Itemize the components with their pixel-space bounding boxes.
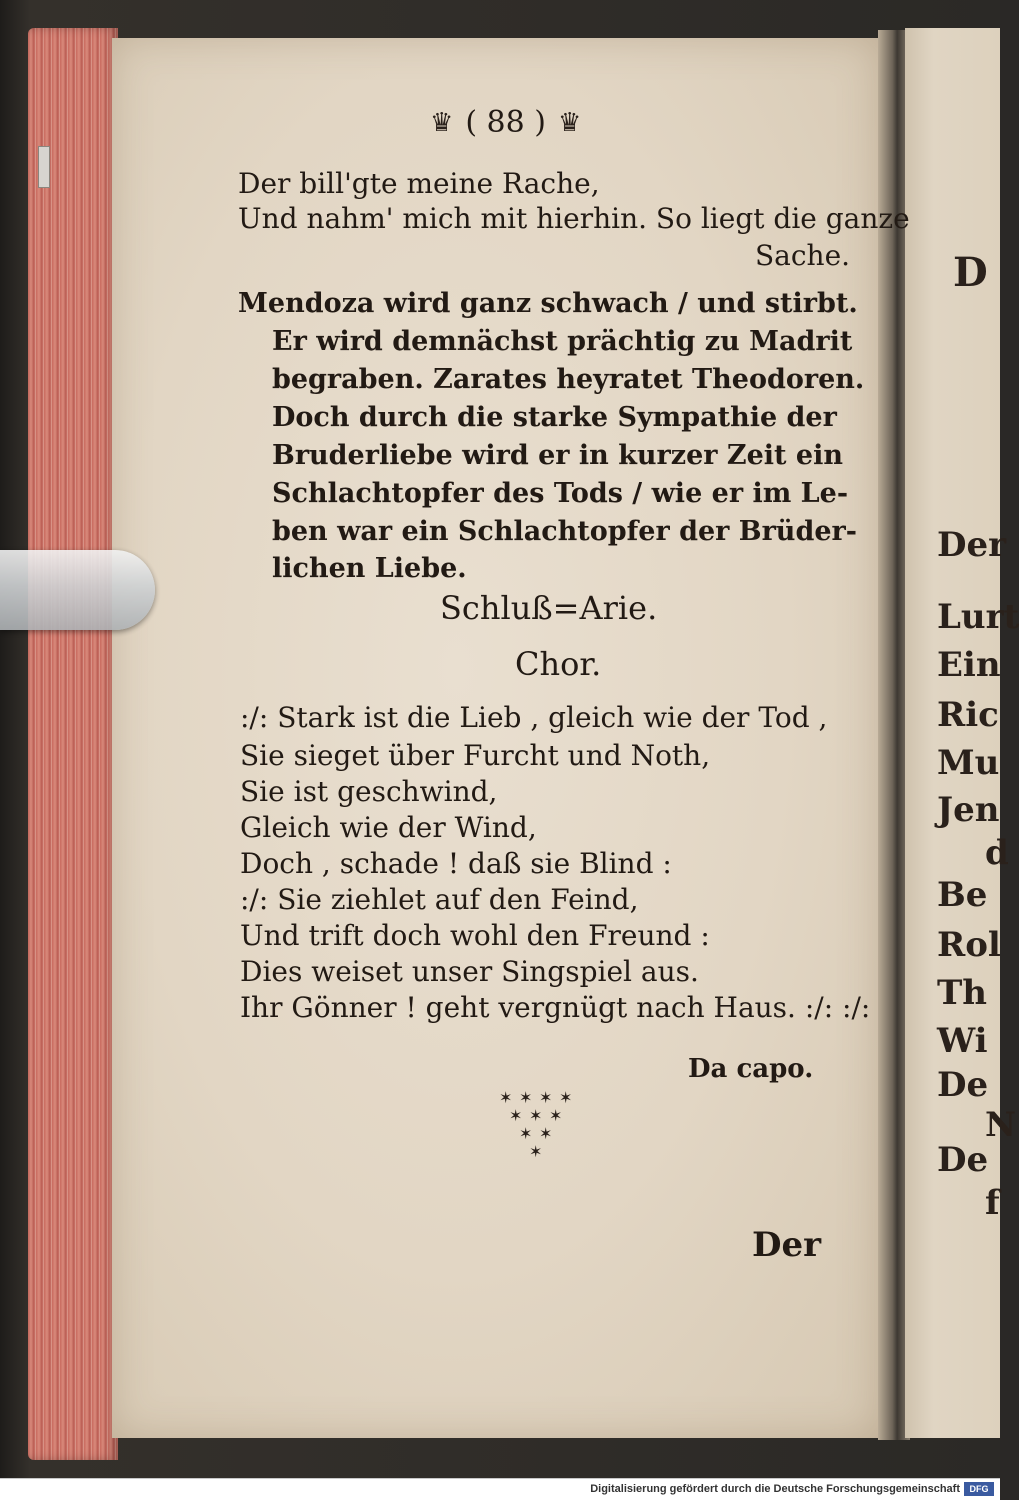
scan-clip — [0, 550, 155, 630]
right-page-word: D — [953, 249, 988, 296]
right-page-word: Der — [937, 525, 1007, 565]
verse-line: :/: Sie ziehlet auf den Feind, — [240, 883, 639, 916]
da-capo-marking: Da capo. — [688, 1054, 814, 1084]
paragraph-line: ben war ein Schlachtopfer der Brüder- — [272, 516, 857, 547]
crown-ornament-icon: ♛ — [430, 108, 454, 138]
text-line: Der bill'gte meine Rache, — [238, 167, 600, 200]
right-page-word: Ein — [937, 645, 1001, 685]
dfg-logo: DFG — [964, 1482, 994, 1496]
star-ornament-icon: ✶ ✶ ✶ ✶ ✶ ✶ ✶ ✶ ✶ ✶ — [499, 1088, 573, 1161]
right-page-word: N — [985, 1105, 1017, 1145]
paragraph-line: Schlachtopfer des Tods / wie er im Le- — [272, 478, 849, 509]
scan-holder-tab — [38, 146, 50, 188]
right-page-fragment — [905, 28, 1019, 1438]
paragraph-line: Mendoza wird ganz schwach / und stirbt. — [238, 288, 858, 319]
verse-line: :/: Stark ist die Lieb , gleich wie der Tod , — [240, 701, 828, 734]
paragraph-line: Bruderliebe wird er in kurzer Zeit ein — [272, 440, 843, 471]
crown-ornament-icon: ♛ — [557, 108, 582, 138]
paragraph-line: begraben. Zarates heyratet Theodoren. — [272, 364, 865, 395]
catchword: Der — [752, 1225, 822, 1265]
page-header — [430, 105, 582, 140]
right-page-word: Be — [937, 875, 988, 915]
right-page-word: Th — [937, 973, 988, 1013]
dfg-credit-text: Digitalisierung gefördert durch die Deutsche Forschungsgemeinschaft — [590, 1483, 960, 1495]
right-page-word: Jen — [937, 790, 1000, 830]
verse-line: Und trift doch wohl den Freund : — [240, 919, 710, 952]
verse-line: Sie ist geschwind, — [240, 775, 498, 808]
right-page-word: d — [985, 833, 1009, 873]
digitization-footer — [0, 1478, 1000, 1500]
right-page-word: f — [985, 1183, 1000, 1223]
subsection-heading: Chor. — [515, 645, 602, 683]
verse-line: Dies weiset unser Singspiel aus. — [240, 955, 699, 988]
paragraph-line: Doch durch die starke Sympathie der — [272, 402, 837, 433]
book-page-edges — [28, 28, 118, 1460]
verse-line: Sie sieget über Furcht und Noth, — [240, 739, 711, 772]
section-heading: Schluß=Arie. — [440, 589, 658, 627]
right-page-word: Lurt — [937, 597, 1019, 637]
page-number: ( 88 ) — [465, 105, 546, 140]
right-page-word: Rol — [937, 925, 1001, 965]
verse-line: Gleich wie der Wind, — [240, 811, 537, 844]
right-page-word: Ric — [937, 695, 999, 735]
right-page-word: Mu — [937, 743, 1000, 783]
right-page-word: De — [937, 1065, 989, 1105]
text-line: Und nahm' mich mit hierhin. So liegt die ganze — [238, 202, 910, 235]
text-line: Sache. — [755, 239, 851, 272]
right-page-word: De — [937, 1140, 989, 1180]
paragraph-line: Er wird demnächst prächtig zu Madrit — [272, 326, 853, 357]
right-page-word: Wi — [937, 1021, 988, 1061]
verse-line: Doch , schade ! daß sie Blind : — [240, 847, 672, 880]
paragraph-line: lichen Liebe. — [272, 553, 467, 584]
verse-line: Ihr Gönner ! geht vergnügt nach Haus. :/: :/: — [240, 991, 871, 1024]
